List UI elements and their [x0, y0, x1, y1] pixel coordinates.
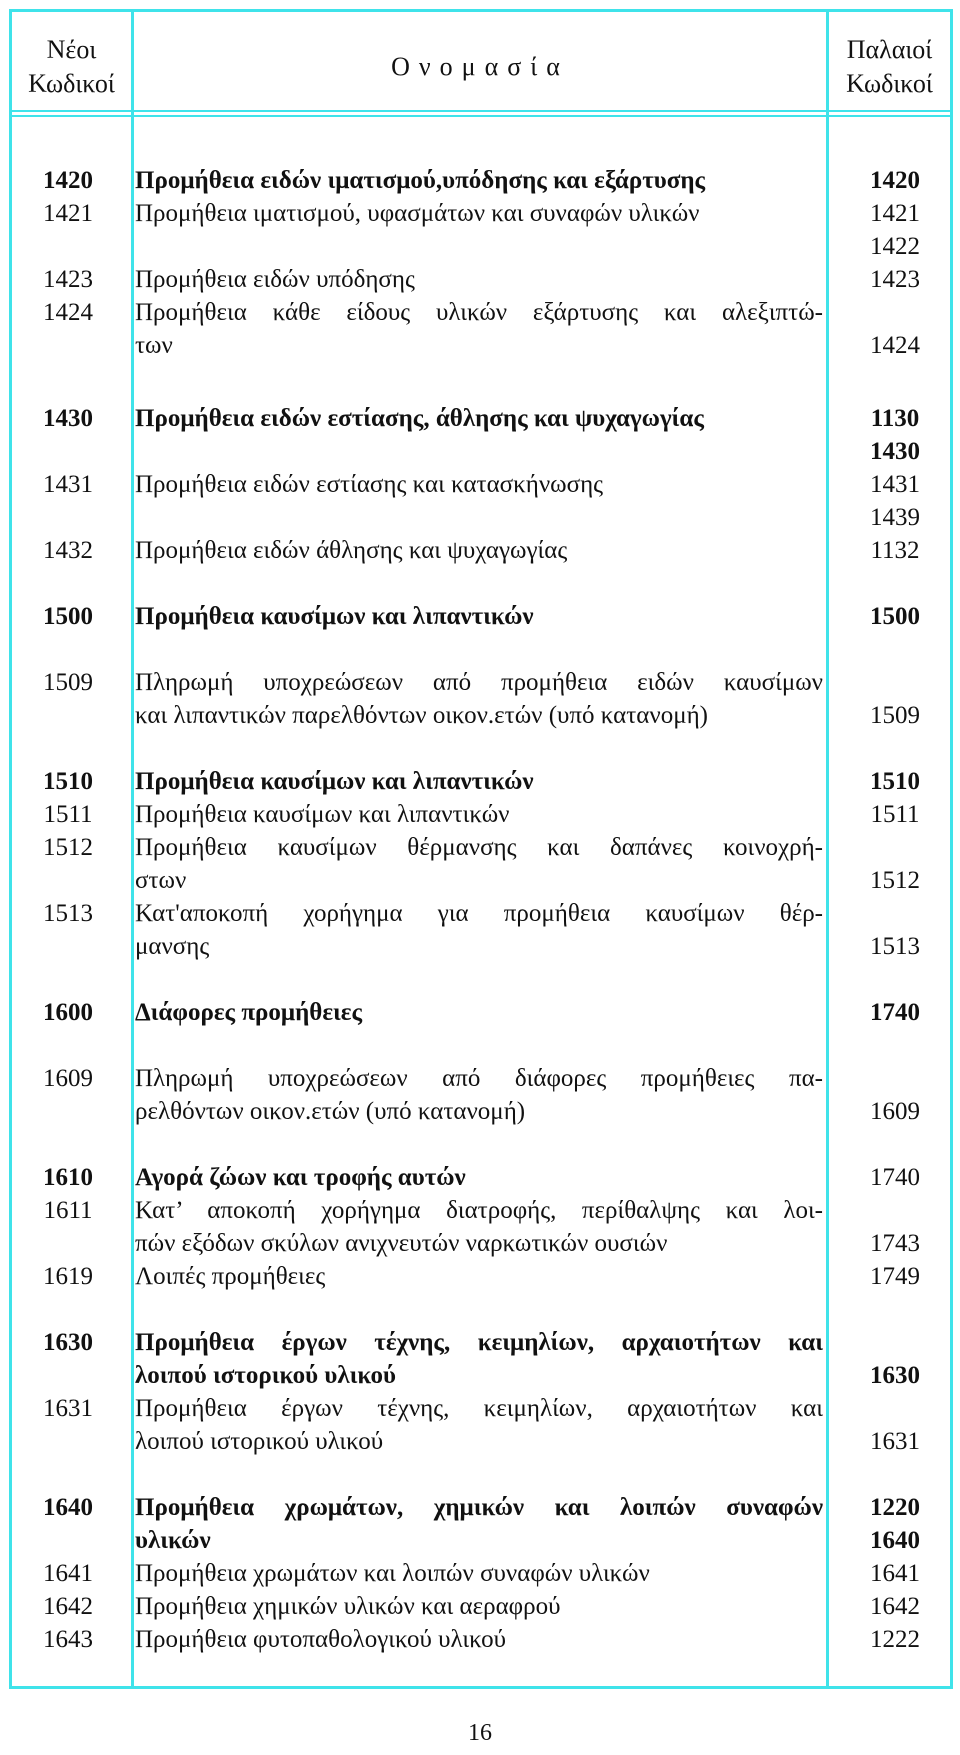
item-name: Προμήθεια ειδών άθλησης και ψυχαγωγίας [135, 537, 568, 564]
table-row [9, 699, 953, 732]
item-name: Αγορά ζώων και τροφής αυτών [135, 1164, 466, 1191]
item-name: Προμήθεια ειδών εστίασης και κατασκήνωσης [135, 471, 604, 498]
new-code: 1420 [43, 167, 93, 194]
table-row [9, 666, 953, 699]
old-code: 1222 [870, 1626, 920, 1653]
old-code: 1132 [870, 537, 920, 564]
table-row [9, 1326, 953, 1359]
item-name: Προμήθεια φυτοπαθολογικού υλικού [135, 1626, 507, 1653]
item-name: Κατ'αποκοπή χορήγημα για προμήθεια καυσίμων θέρ- [135, 900, 823, 927]
item-name: στων [135, 867, 187, 894]
table-row [9, 1359, 953, 1392]
header-rule-2 [9, 115, 953, 117]
old-code: 1513 [870, 933, 920, 960]
item-name: Διάφορες προμήθειες [135, 999, 362, 1026]
new-code: 1500 [43, 603, 93, 630]
new-code: 1512 [43, 834, 93, 861]
item-name: Προμήθεια καυσίμων και λιπαντικών [135, 603, 534, 630]
new-code: 1513 [43, 900, 93, 927]
table-row [9, 1491, 953, 1524]
old-code: 1220 [870, 1494, 920, 1521]
old-code: 1130 [870, 405, 920, 432]
item-name: Προμήθεια καυσίμων και λιπαντικών [135, 768, 534, 795]
old-code: 1430 [870, 438, 920, 465]
item-name: Κατ’ αποκοπή χορήγημα διατροφής, περίθαλψης και λοι- [135, 1197, 823, 1224]
old-code: 1743 [870, 1230, 920, 1257]
new-code: 1424 [43, 299, 93, 326]
table-row [9, 296, 953, 329]
table-row [9, 930, 953, 963]
old-code: 1423 [870, 266, 920, 293]
header-old-codes: Παλαιοί Κωδικοί [846, 34, 933, 98]
table-row [9, 164, 953, 197]
old-code: 1424 [870, 332, 920, 359]
table-row [9, 468, 953, 501]
old-code: 1740 [870, 1164, 920, 1191]
item-name: Προμήθεια ειδών υπόδησης [135, 266, 415, 293]
item-name: λοιπού ιστορικού υλικού [135, 1362, 396, 1389]
item-name: Προμήθεια ιματισμού, υφασμάτων και συναφών υλικών [135, 200, 700, 227]
new-code: 1642 [43, 1593, 93, 1620]
old-code: 1439 [870, 504, 920, 531]
old-code: 1511 [870, 801, 920, 828]
table-row [9, 1524, 953, 1557]
old-code: 1640 [870, 1527, 920, 1554]
new-code: 1423 [43, 266, 93, 293]
table-row [9, 1590, 953, 1623]
old-code: 1431 [870, 471, 920, 498]
table-row [9, 897, 953, 930]
item-name: λοιπού ιστορικού υλικού [135, 1428, 384, 1455]
item-name: Προμήθεια χρωμάτων, χημικών και λοιπών συναφών [135, 1494, 823, 1521]
table-border-bottom [9, 1686, 953, 1689]
item-name: Προμήθεια χρωμάτων και λοιπών συναφών υλικών [135, 1560, 650, 1587]
old-code: 1421 [870, 200, 920, 227]
table-row [9, 1227, 953, 1260]
table-row [9, 1392, 953, 1425]
item-name: πών εξόδων σκύλων ανιχνευτών ναρκωτικών ουσιών [135, 1230, 668, 1257]
new-code: 1611 [43, 1197, 93, 1224]
item-name: Προμήθεια κάθε είδους υλικών εξάρτυσης και αλεξιπτώ- [135, 299, 823, 326]
table-row [9, 1062, 953, 1095]
table-row [9, 402, 953, 435]
item-name: των [135, 332, 173, 359]
new-code: 1641 [43, 1560, 93, 1587]
table-row [9, 1260, 953, 1293]
table-row [9, 197, 953, 230]
table-row [9, 600, 953, 633]
old-code: 1510 [870, 768, 920, 795]
item-name: Προμήθεια έργων τέχνης, κειμηλίων, αρχαιοτήτων και [135, 1329, 823, 1356]
table-row [9, 996, 953, 1029]
table-row [9, 435, 953, 468]
new-code: 1640 [43, 1494, 93, 1521]
table-row [9, 1425, 953, 1458]
new-code: 1510 [43, 768, 93, 795]
new-code: 1509 [43, 669, 93, 696]
old-code: 1641 [870, 1560, 920, 1587]
item-name: Πληρωμή υποχρεώσεων από προμήθεια ειδών καυσίμων [135, 669, 823, 696]
new-code: 1619 [43, 1263, 93, 1290]
item-name: ρελθόντων οικον.ετών (υπό κατανομή) [135, 1098, 526, 1125]
table-row [9, 831, 953, 864]
header-title: Ονομασία [391, 51, 569, 81]
old-code: 1631 [870, 1428, 920, 1455]
old-code: 1422 [870, 233, 920, 260]
old-code: 1420 [870, 167, 920, 194]
old-code: 1740 [870, 999, 920, 1026]
item-name: Πληρωμή υποχρεώσεων από διάφορες προμήθειες πα- [135, 1065, 823, 1092]
old-code: 1642 [870, 1593, 920, 1620]
table-row [9, 765, 953, 798]
table-row [9, 501, 953, 534]
table-row [9, 263, 953, 296]
table-row [9, 1095, 953, 1128]
new-code: 1600 [43, 999, 93, 1026]
item-name: Προμήθεια καυσίμων θέρμανσης και δαπάνες κοινοχρή- [135, 834, 823, 861]
old-code: 1609 [870, 1098, 920, 1125]
table-row [9, 1623, 953, 1656]
table-row [9, 534, 953, 567]
new-code: 1421 [43, 200, 93, 227]
item-name: Προμήθεια ειδών εστίασης, άθλησης και ψυχαγωγίας [135, 405, 704, 432]
new-code: 1430 [43, 405, 93, 432]
old-code: 1630 [870, 1362, 920, 1389]
table-row [9, 1557, 953, 1590]
new-code: 1432 [43, 537, 93, 564]
table-row [9, 230, 953, 263]
table-row [9, 1194, 953, 1227]
item-name: μανσης [135, 933, 210, 960]
table-row [9, 329, 953, 362]
item-name: υλικών [135, 1527, 211, 1554]
page-number: 16 [468, 1720, 492, 1746]
old-code: 1512 [870, 867, 920, 894]
old-code: 1500 [870, 603, 920, 630]
table-row [9, 864, 953, 897]
new-code: 1431 [43, 471, 93, 498]
item-name: Προμήθεια καυσίμων και λιπαντικών [135, 801, 510, 828]
new-code: 1630 [43, 1329, 93, 1356]
table-border-top [9, 9, 953, 12]
header-new-codes: Νέοι Κωδικοί [28, 34, 115, 98]
table-row [9, 798, 953, 831]
new-code: 1631 [43, 1395, 93, 1422]
code-table [9, 9, 953, 1689]
old-code: 1749 [870, 1263, 920, 1290]
item-name: και λιπαντικών παρελθόντων οικον.ετών (υπό κατανομή) [135, 702, 709, 729]
new-code: 1643 [43, 1626, 93, 1653]
item-name: Προμήθεια έργων τέχνης, κειμηλίων, αρχαιοτήτων και [135, 1395, 823, 1422]
old-code: 1509 [870, 702, 920, 729]
table-row [9, 1161, 953, 1194]
new-code: 1609 [43, 1065, 93, 1092]
new-code: 1511 [43, 801, 93, 828]
item-name: Προμήθεια ειδών ιματισμού,υπόδησης και εξάρτυσης [135, 167, 706, 194]
item-name: Λοιπές προμήθειες [135, 1263, 326, 1290]
new-code: 1610 [43, 1164, 93, 1191]
item-name: Προμήθεια χημικών υλικών και αεραφρού [135, 1593, 561, 1620]
